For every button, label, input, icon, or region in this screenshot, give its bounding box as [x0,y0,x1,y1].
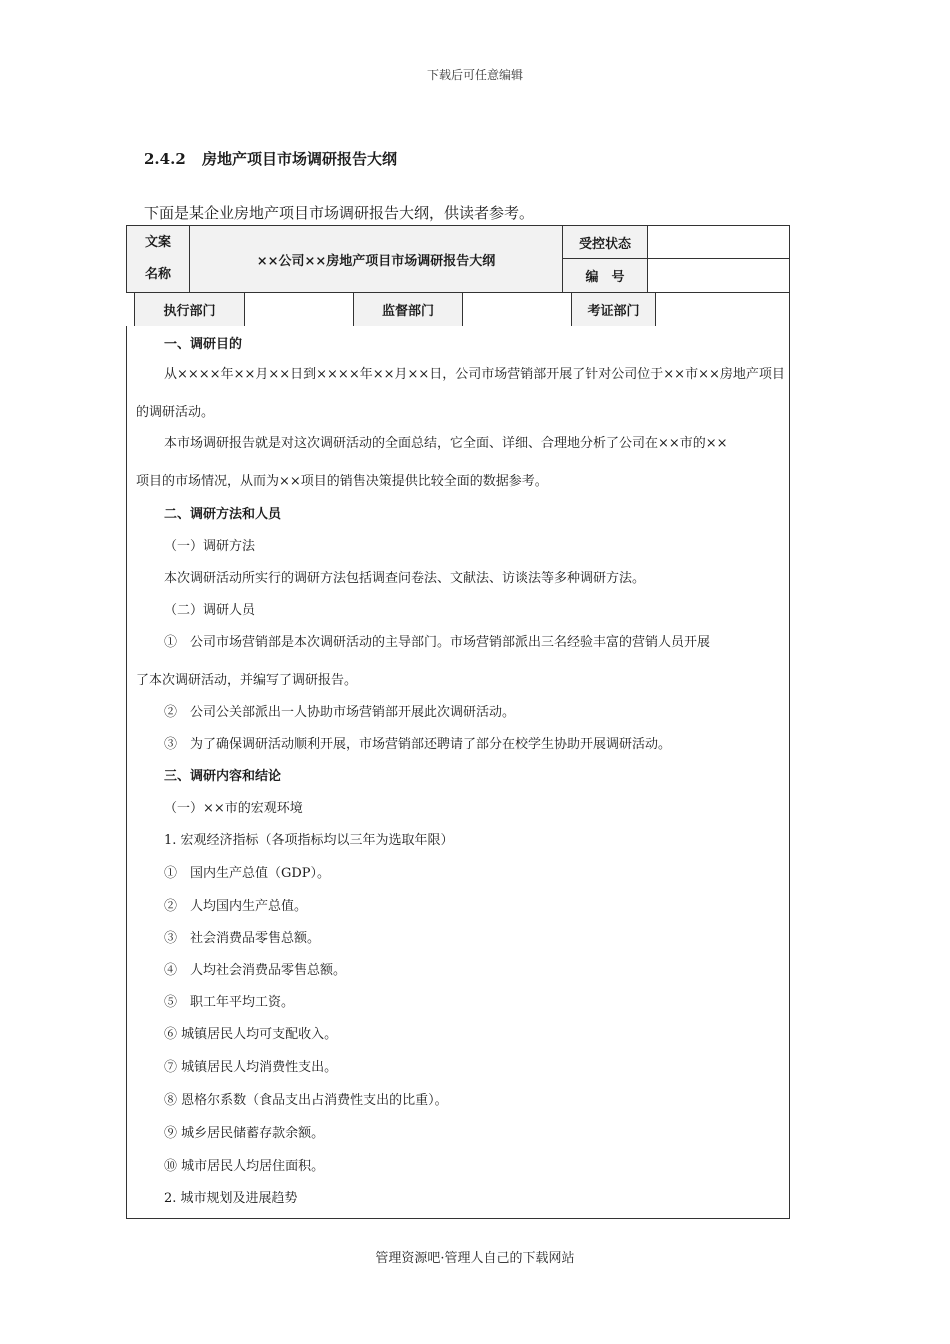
list-item: ② 人均国内生产总值。 [164,899,308,914]
supervise-dept-label [353,292,463,327]
exec-dept-label [134,292,245,327]
list-item: ⑤ 职工年平均工资。 [164,995,295,1010]
list-item: ① 公司市场营销部是本次调研活动的主导部门。市场营销部派出三名经验丰富的营销人员开展 [164,635,711,650]
doc-name-label [126,225,190,293]
footer-note: 管理资源吧·管理人自己的下载网站 [375,1251,575,1266]
verify-dept-value [655,292,790,327]
paragraph-line: 从××××年××月××日到××××年××月××日，公司市场营销部开展了针对公司位于××市××房地产项目 [164,367,785,382]
list-item: ① 国内生产总值（GDP）。 [164,866,331,881]
list-item: ⑨ 城乡居民储蓄存款余额。 [164,1126,325,1141]
doc-title: ××公司××房地产项目市场调研报告大纲 [256,253,496,269]
number-label-text: 编 号 [585,270,625,285]
header-note: 下载后可任意编辑 [426,68,523,82]
supervise-dept-label-text: 监督部门 [381,304,434,319]
section-number: 2.4.2 [144,150,186,168]
numbered-item: 2. 城市规划及进展趋势 [164,1191,298,1206]
list-item: ⑧ 恩格尔系数（食品支出占消费性支出的比重）。 [164,1093,448,1108]
subheading-staff: （二）调研人员 [164,603,256,618]
paragraph-line: 了本次调研活动，并编写了调研报告。 [136,673,358,688]
control-status-label-text: 受控状态 [578,236,631,252]
exec-dept-label-text: 执行部门 [163,304,216,319]
numbered-item: 1. 宏观经济指标（各项指标均以三年为选取年限） [164,833,454,848]
heading-purpose: 一、调研目的 [164,337,243,352]
doc-name-label-line-1: 文案 [144,235,171,250]
section-title-text: 房地产项目市场调研报告大纲 [202,150,398,168]
heading-content: 三、调研内容和结论 [164,769,282,784]
verify-dept-label [571,292,656,327]
paragraph-line: 本市场调研报告就是对这次调研活动的全面总结，它全面、详细、合理地分析了公司在××市的×× [164,436,728,451]
list-item: ③ 社会消费品零售总额。 [164,931,321,946]
subheading-method: （一）调研方法 [164,539,256,554]
doc-name-label-line-2: 名称 [144,267,171,282]
exec-dept-value [244,292,354,327]
list-item: ③ 为了确保调研活动顺利开展，市场营销部还聘请了部分在校学生协助开展调研活动。 [164,737,672,752]
list-item: ⑦ 城镇居民人均消费性支出。 [164,1060,338,1075]
number-value [647,258,790,293]
list-item: ⑩ 城市居民人均居住面积。 [164,1159,325,1174]
heading-methods: 二、调研方法和人员 [164,507,282,522]
control-status-label [562,225,648,259]
subheading-macro: （一）××市的宏观环境 [164,801,303,816]
list-item: ⑥ 城镇居民人均可支配收入。 [164,1027,338,1042]
paragraph-line: 本次调研活动所实行的调研方法包括调查问卷法、文献法、访谈法等多种调研方法。 [164,571,646,586]
doc-title-cell [189,225,563,293]
supervise-dept-value [462,292,572,327]
paragraph-line: 项目的市场情况，从而为××项目的销售决策提供比较全面的数据参考。 [136,474,548,489]
list-item: ② 公司公关部派出一人协助市场营销部开展此次调研活动。 [164,705,516,720]
verify-dept-label-text: 考证部门 [587,304,640,319]
content-box [126,326,790,1219]
control-status-value [647,225,790,259]
paragraph-line: 的调研活动。 [136,405,215,420]
intro-paragraph: 下面是某企业房地产项目市场调研报告大纲，供读者参考。 [144,204,535,222]
section-title [144,148,397,169]
list-item: ④ 人均社会消费品零售总额。 [164,963,347,978]
number-label [562,258,648,293]
